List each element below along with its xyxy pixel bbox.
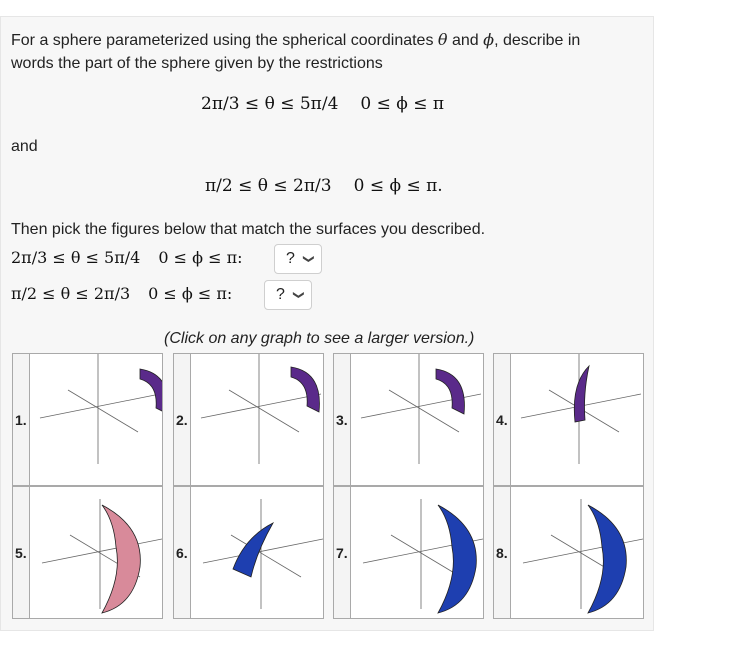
chevron-down-icon: ❯ — [292, 290, 305, 300]
click-note: (Click on any graph to see a larger version.) — [164, 330, 475, 347]
answer-2-condition: π/2 ≤ θ ≤ 2π/3 0 ≤ ϕ ≤ π: — [11, 284, 233, 303]
sphere-surface-plot — [351, 354, 483, 485]
figure-number: 3. — [333, 353, 360, 486]
answer-1-select[interactable]: ? ❯ — [274, 244, 322, 274]
sphere-surface-plot — [191, 487, 323, 618]
chevron-down-icon: ❯ — [302, 254, 315, 264]
figure-6[interactable] — [190, 486, 324, 619]
figure-number: 8. — [493, 486, 520, 619]
answer-2-select[interactable]: ? ❯ — [264, 280, 312, 310]
figure-number: 6. — [173, 486, 200, 619]
and-label: and — [11, 138, 38, 155]
figure-1[interactable] — [29, 353, 163, 486]
instruction: Then pick the figures below that match the surfaces you described. — [11, 221, 486, 238]
figure-number: 1. — [12, 353, 39, 486]
intro-line-2: words the part of the sphere given by the restrictions — [11, 55, 383, 72]
figure-number: 4. — [493, 353, 520, 486]
figure-number: 7. — [333, 486, 360, 619]
figure-2[interactable] — [190, 353, 324, 486]
figure-number: 5. — [12, 486, 39, 619]
sphere-surface-plot — [30, 354, 162, 485]
figure-3[interactable] — [350, 353, 484, 486]
figure-7[interactable] — [350, 486, 484, 619]
figure-number: 2. — [173, 353, 200, 486]
sphere-surface-plot — [191, 354, 323, 485]
figure-4[interactable] — [510, 353, 644, 486]
figure-5[interactable] — [29, 486, 163, 619]
figure-8[interactable] — [510, 486, 644, 619]
sphere-surface-plot — [30, 487, 162, 618]
restriction-2: π/2 ≤ θ ≤ 2π/3 0 ≤ ϕ ≤ π. — [205, 176, 443, 196]
restriction-1: 2π/3 ≤ θ ≤ 5π/4 0 ≤ ϕ ≤ π — [201, 94, 445, 114]
answer-1-condition: 2π/3 ≤ θ ≤ 5π/4 0 ≤ ϕ ≤ π: — [11, 248, 243, 267]
sphere-surface-plot — [511, 354, 643, 485]
intro-line-1: For a sphere parameterized using the spherical coordinates θ and ϕ, describe in — [11, 30, 581, 49]
sphere-surface-plot — [511, 487, 643, 618]
sphere-surface-plot — [351, 487, 483, 618]
